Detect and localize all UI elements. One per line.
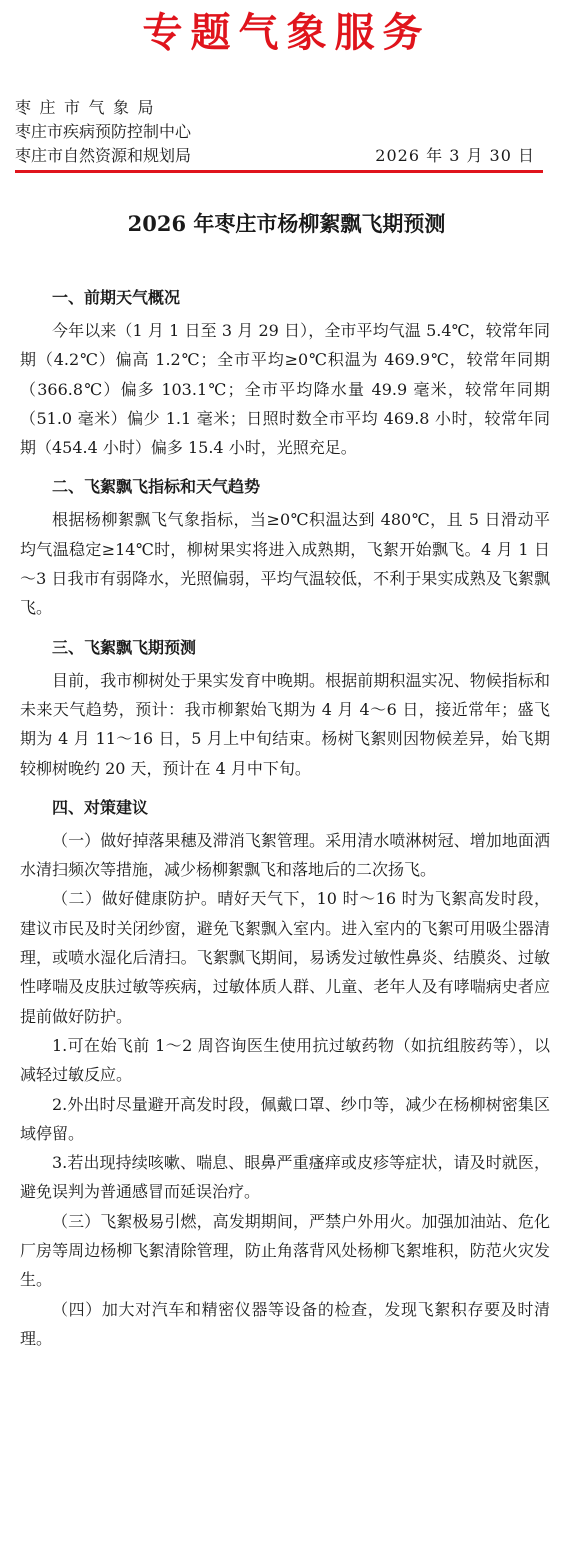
issue-date: 2026 年 3 月 30 日 (375, 146, 535, 165)
advice-item-2: 2.外出时尽量避开高发时段，佩戴口罩、纱巾等，减少在杨柳树密集区域停留。 (20, 1094, 550, 1143)
advice-item-1: 1.可在始飞前 1～2 周咨询医生使用抗过敏药物（如抗组胺药等），以减轻过敏反应。 (20, 1035, 550, 1085)
section-2-paragraph: 根据杨柳絮飘飞气象指标，当≥0℃积温达到 480℃，且 5 日滑动平均气温稳定≥14℃时，柳树果实将进入成熟期，飞絮开始飘飞。4 月 1 日～3 日我市有弱降水，光照偏弱，平均气温较低，不利于果实成熟及飞絮飘飞。 (20, 510, 550, 618)
issuer-cdc: 枣庄市疾病预防控制中心 (15, 122, 192, 141)
section-heading-2: 二、飞絮飘飞指标和天气趋势 (52, 477, 261, 497)
advice-paragraph-1: （一）做好掉落果穗及滞消飞絮管理。采用清水喷淋树冠、增加地面洒水清扫频次等措施，减少杨柳絮飘飞和落地后的二次扬飞。 (20, 830, 550, 880)
issuer-list (15, 96, 191, 168)
document-banner: 专题气象服务 (142, 9, 431, 56)
advice-item-3: 3.若出现持续咳嗽、喘息、眼鼻严重瘙痒或皮疹等症状，请及时就医，避免误判为普通感冒而延误治疗。 (20, 1153, 550, 1202)
document-body (20, 279, 550, 1353)
issuer-meteorological-bureau: 枣庄市气象局 (15, 98, 163, 117)
header-divider (15, 170, 543, 173)
advice-paragraph-2: （二）做好健康防护。晴好天气下，10 时～16 时为飞絮高发时段，建议市民及时关闭纱窗，避免飞絮飘入室内。进入室内的飞絮可用吸尘器清理，或喷水湿化后清扫。飞絮飘飞期间，易诱发过敏性鼻炎、结膜炎、过敏性哮喘及皮肤过敏等疾病，过敏体质人群、儿童、老年人及有哮喘病史者应提前做好防护。 (20, 889, 550, 1026)
advice-paragraph-4: （四）加大对汽车和精密仪器等设备的检查，发现飞絮积存要及时清理。 (20, 1299, 550, 1348)
section-heading-1: 一、前期天气概况 (52, 288, 181, 307)
issuer-natural-resources-bureau: 枣庄市自然资源和规划局 (15, 146, 192, 165)
section-heading-3: 三、飞絮飘飞期预测 (52, 637, 197, 657)
section-1-paragraph: 今年以来（1 月 1 日至 3 月 29 日），全市平均气温 5.4℃，较常年同期（4.2℃）偏高 1.2℃；全市平均≥0℃积温为 469.9℃，较常年同期（366.8℃）偏多 103.1℃；全市平均降水量 49.9 毫米，较常年同期（51.0 毫米）偏少 1.1 毫米；日照时数全市平均 469.8 小时，较常年同期（454.4 小时）偏多 15.4 小时，光照充足。 (20, 321, 550, 458)
document-title: 2026 年枣庄市杨柳絮飘飞期预测 (127, 211, 446, 236)
section-heading-4: 四、对策建议 (52, 797, 149, 817)
section-3-paragraph: 目前，我市柳树处于果实发育中晚期。根据前期积温实况、物候指标和未来天气趋势，预计：我市柳絮始飞期为 4 月 4～6 日，接近常年；盛飞期为 4 月 11～16 日，5 月上中旬结束。杨树飞絮则因物候差异，始飞期较柳树晚约 20 天，预计在 4 月中下旬。 (20, 670, 550, 778)
advice-paragraph-3: （三）飞絮极易引燃，高发期期间，严禁户外用火。加强加油站、危化厂房等周边杨柳飞絮清除管理，防止角落背风处杨柳飞絮堆积，防范火灾发生。 (20, 1211, 550, 1290)
